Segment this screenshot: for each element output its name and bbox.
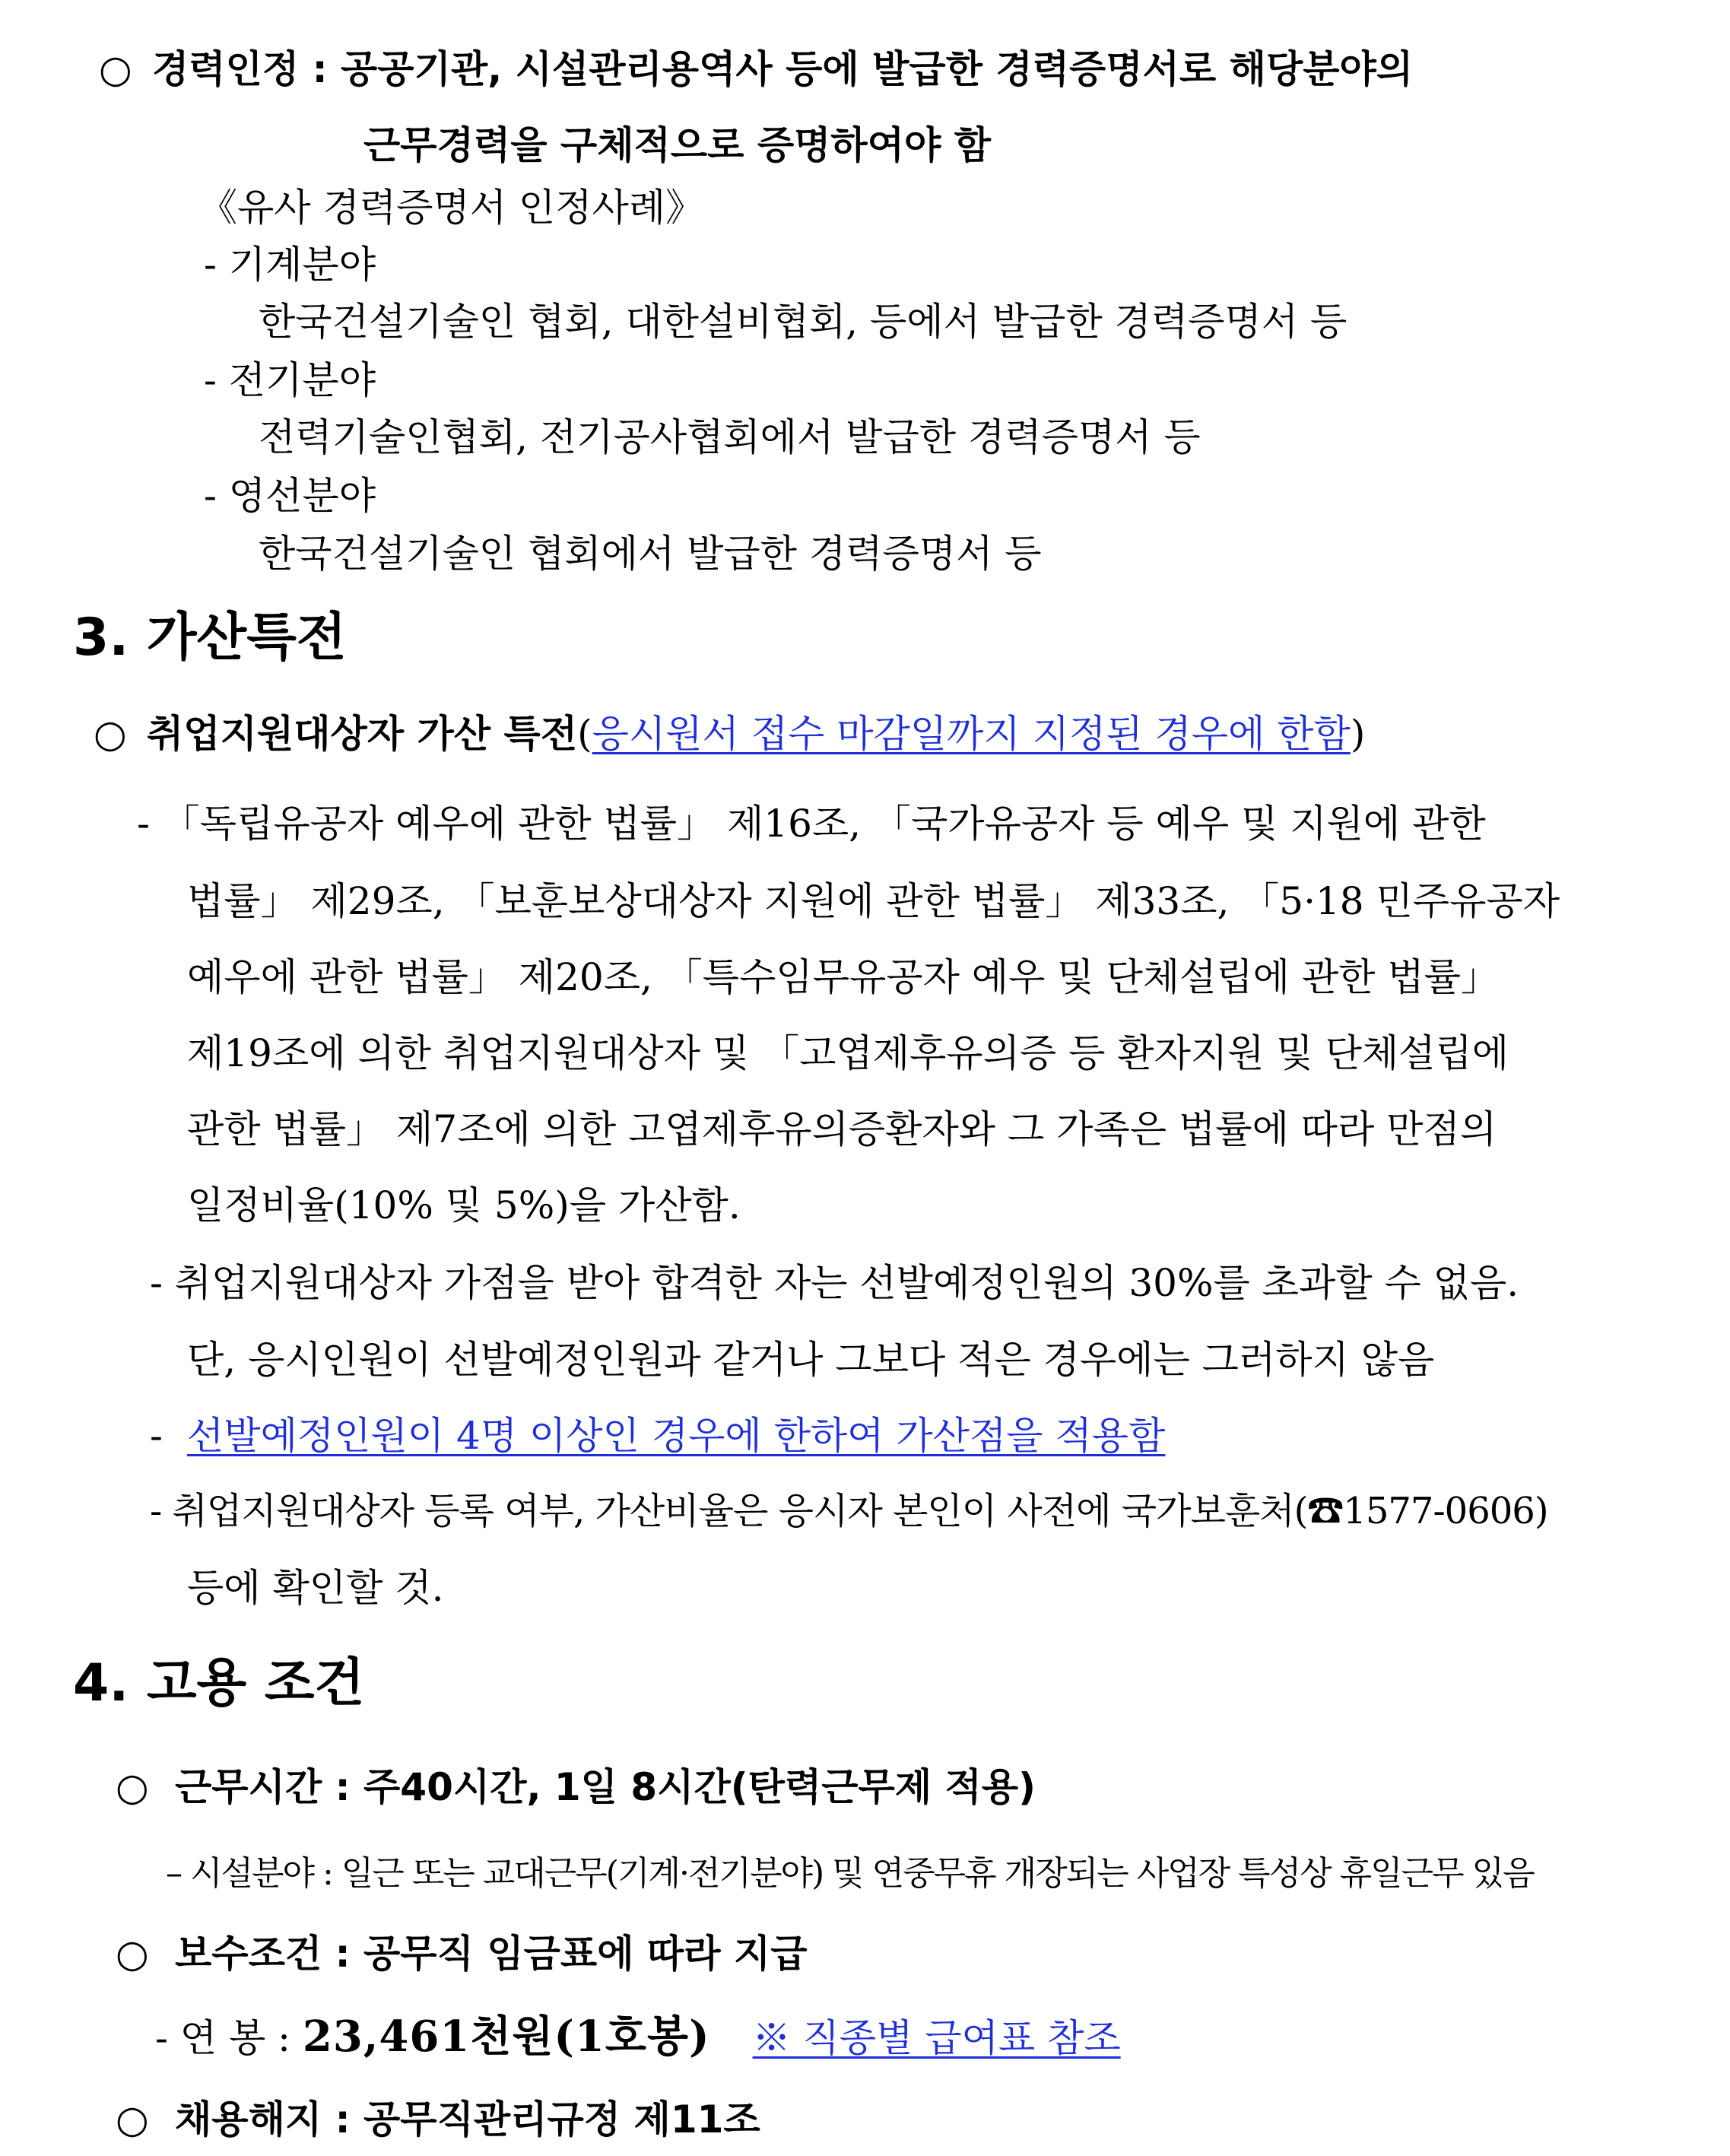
dash-marker: - [150, 1414, 163, 1458]
section4-heading: 4. 고용 조건 [73, 1653, 365, 1713]
pay-conditions-text: 보수조건 : 공무직 임금표에 따라 지급 [175, 1932, 808, 1976]
circle-bullet-icon: ○ [116, 1765, 149, 1809]
career-examples-title: 《유사 경력증명서 인정사례》 [199, 186, 704, 230]
termination-line [116, 2097, 760, 2142]
circle-bullet-icon: ○ [116, 2097, 149, 2142]
bonus-deadline-link[interactable]: 응시원서 접수 마감일까지 지정된 경우에 한함 [592, 712, 1351, 756]
work-hours-line [116, 1765, 1036, 1809]
salary-table-link[interactable]: ※ 직종별 급여표 참조 [752, 2016, 1121, 2060]
annual-salary-label: - 연 봉 : [155, 2016, 303, 2060]
veterans-check-line-2: 등에 확인할 것. [187, 1566, 444, 1610]
limit-paragraph-line-2: 단, 응시인원이 선발예정인원과 같거나 그보다 적은 경우에는 그러하지 않음 [187, 1338, 1435, 1382]
bonus-paren-close: ) [1350, 712, 1366, 756]
law-paragraph-line-2: 법률」 제29조, 「보훈보상대상자 지원에 관한 법률」 제33조, 「5·18 민주유공자 [187, 879, 1560, 923]
termination-text: 채용해지 : 공무직관리규정 제11조 [175, 2097, 760, 2142]
bonus-paren-open: ( [577, 712, 592, 756]
bonus-item-label: 취업지원대상자 가산 특전 [147, 712, 578, 756]
law-paragraph-line-5: 관한 법률」 제7조에 의한 고엽제후유의증환자와 그 가족은 법률에 따라 만점의 [187, 1107, 1497, 1151]
career-recognition-text: 경력인정 : 공공기관, 시설관리용역사 등에 발급한 경력증명서로 해당분야의 [152, 47, 1414, 91]
law-paragraph-line-3: 예우에 관한 법률」 제20조, 「특수임무유공자 예우 및 단체설립에 관한 법률」 [187, 955, 1499, 999]
field-electrical-desc: 전력기술인협회, 전기공사협회에서 발급한 경력증명서 등 [259, 415, 1201, 459]
circle-bullet-icon: ○ [116, 1932, 149, 1976]
circle-bullet-icon: ○ [94, 712, 127, 756]
annual-salary-line [155, 2012, 1121, 2062]
law-paragraph-line-1: - 「독립유공자 예우에 관한 법률」 제16조, 「국가유공자 등 예우 및 지원에 관한 [137, 802, 1486, 846]
law-paragraph-line-6: 일정비율(10% 및 5%)을 가산함. [187, 1183, 741, 1227]
annual-salary-value: 23,461천원(1호봉) [302, 2012, 710, 2062]
field-building-desc: 한국건설기술인 협회에서 발급한 경력증명서 등 [259, 532, 1042, 576]
pay-conditions-line [116, 1932, 808, 1976]
law-paragraph-line-4: 제19조에 의한 취업지원대상자 및 「고엽제후유의증 등 환자지원 및 단체설립에 [187, 1031, 1509, 1075]
field-mechanical-label: - 기계분야 [204, 243, 376, 287]
bonus-item-line [94, 712, 1366, 756]
min-applicants-link[interactable]: 선발예정인원이 4명 이상인 경우에 한하여 가산점을 적용함 [187, 1414, 1166, 1458]
veterans-check-line-1: - 취업지원대상자 등록 여부, 가산비율은 응시자 본인이 사전에 국가보훈처(☎1577-0606) [150, 1490, 1548, 1532]
work-hours-text: 근무시간 : 주40시간, 1일 8시간(탄력근무제 적용) [175, 1765, 1036, 1809]
section3-heading: 3. 가산특전 [73, 608, 347, 668]
limit-paragraph-line-1: - 취업지원대상자 가점을 받아 합격한 자는 선발예정인원의 30%를 초과할 수 없음. [150, 1261, 1519, 1305]
work-hours-note: – 시설분야 : 일근 또는 교대근무(기계·전기분야) 및 연중무휴 개장되는 사업장 특성상 휴일근무 있음 [166, 1854, 1534, 1893]
field-building-label: - 영선분야 [204, 474, 376, 518]
career-recognition-continued: 근무경력을 구체적으로 증명하여야 함 [363, 123, 992, 167]
circle-bullet-icon: ○ [99, 47, 132, 91]
field-mechanical-desc: 한국건설기술인 협회, 대한설비협회, 등에서 발급한 경력증명서 등 [259, 300, 1347, 344]
field-electrical-label: - 전기분야 [204, 358, 376, 402]
career-recognition-line [99, 47, 1414, 91]
min-applicants-line [150, 1414, 1166, 1458]
